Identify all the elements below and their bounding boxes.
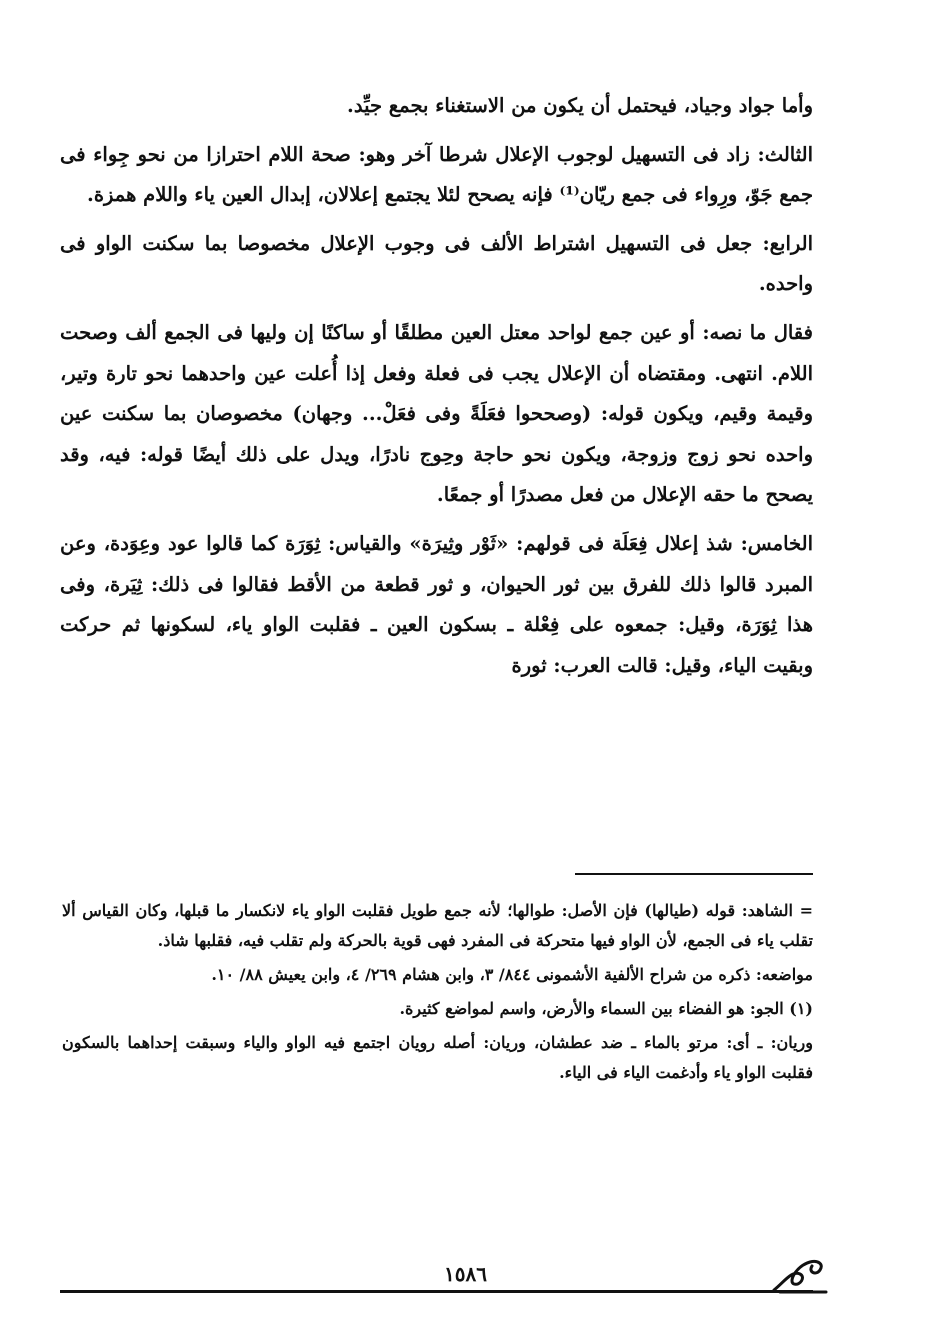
paragraph-3: الرابع: جعل فى التسهيل اشتراط الألف فى وجوب الإعلال مخصوصا بما سكنت الواو فى واحده. (60, 231, 813, 296)
paragraph-5: الخامس: شذ إعلال فِعَلَة فى قولهم: «ثَوْر وثِيرَة» والقياس: ثِوَرَة كما قالوا عود وعِوَدة، وعن المبرد قالوا ذلك للفرق بين ثور الحيوان، و ثور قطعة من الأقط فقالوا فى ذلك: ثِيَرة، وفى هذا ثِوَرَة، وقيل: جمعوه على فِعْلة ـ بسكون العين ـ فقلبت الواو ياء، لسكونها ثم حركت وبقيت الياء، وقيل: قالت العرب: ثورة (60, 531, 813, 677)
scribble-stamp-icon (770, 1252, 830, 1296)
paragraph-4: فقال ما نصه: أو عين جمع لواحد معتل العين مطلقًا أو ساكنًا إن وليها فى الجمع ألف وصحت اللام. انتهى. ومقتضاه أن الإعلال يجب فى فعلة وفعل إذا أُعلت عين واحدهما نحو تارة وتير، وقيمة وقيم، ويكون قوله: (وصححوا فعَلَةً وفى فعَلْ... وجهان) مخصوصان بما سكنت عين واحده نحو زوج وزوجة، ويكون نحو حاجة وحِوج نادرًا، ويدل على ذلك أيضًا قوله: فيه، وقد يصحح ما حقه الإعلال من فعل مصدرًا أو جمعًا. (60, 320, 813, 507)
paragraph-2: الثالث: زاد فى التسهيل لوجوب الإعلال شرطا آخر وهو: صحة اللام احترازا من نحو جِواء فى جمع جَوّ، ورِواء فى جمع ريّان⁽¹⁾ فإنه يصحح لئلا يجتمع إعلالان، إبدال العين ياء واللام همزة. (60, 142, 813, 207)
footnote-1: (١) الجو: هو الفضاء بين السماء والأرض، واسم لمواضع كثيرة. (399, 999, 813, 1018)
main-text (60, 86, 813, 694)
footnote-sources: مواضعه: ذكره من شراح الألفية الأشمونى ٨٤٤/ ٣، وابن هشام ٢٦٩/ ٤، وابن يعيش ٨٨/ ١٠. (211, 965, 813, 984)
footnote-rayyan: وريان: ـ أى: مرتو بالماء ـ ضد عطشان، وريان: أصله رويان اجتمع فيه الواو والياء وسبقت إحداهما بالسكون فقلبت الواو ياء وأدغمت الياء فى الياء. (62, 1033, 813, 1082)
footnote-witness: = الشاهد: قوله (طيالها) فإن الأصل: طوالها؛ لأنه جمع طويل فقلبت الواو ياء لانكسار ما قبلها، وكان القياس ألا تقلب ياء فى الجمع، لأن الواو فيها متحركة فى المفرد فهى قوية بالحركة ولم تقلب فيه، فقلبها شاذ. (62, 901, 813, 950)
page-number: ١٥٨٦ (444, 1262, 487, 1286)
paragraph-1: وأما جواد وجياد، فيحتمل أن يكون من الاستغناء بجمع جيِّد. (347, 94, 813, 117)
footer-rule (60, 1290, 813, 1293)
footnotes (62, 896, 813, 1092)
footnote-separator (575, 873, 813, 875)
